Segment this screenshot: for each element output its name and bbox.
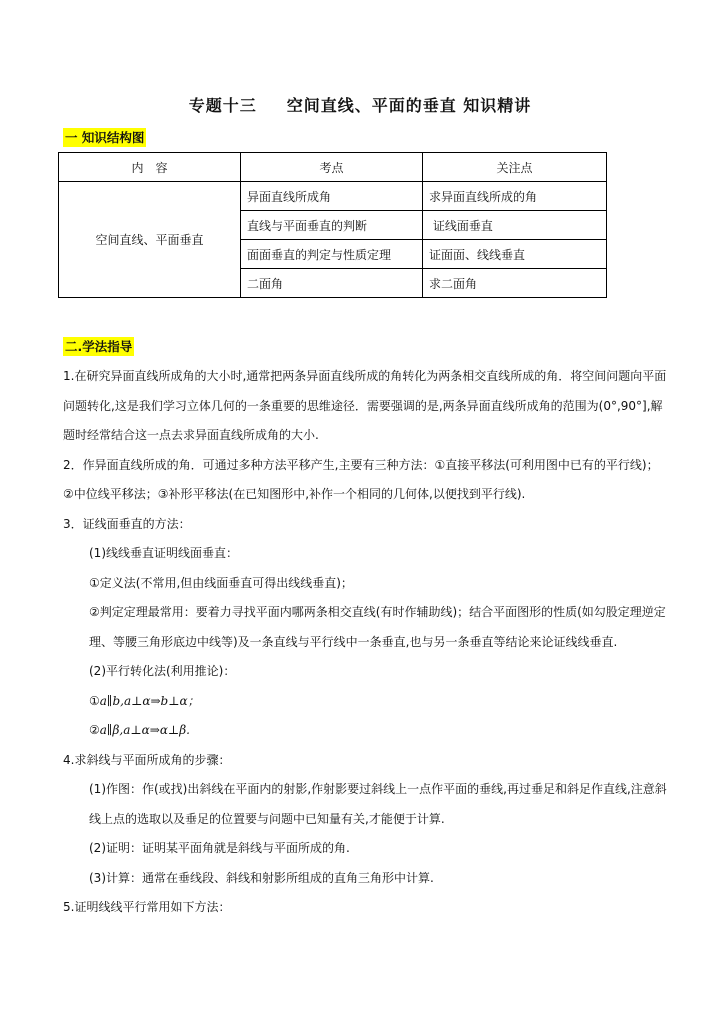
paragraph: 2．作异面直线所成的角．可通过多种方法平移产生,主要有三种方法：①直接平移法(可利用图中已有的平行线)；②中位线平移法；③补形平移法(在已知图形中,补作一个相同的几何体,以便找到平行线). (63, 457, 659, 501)
circled-number: ① (89, 693, 100, 708)
table-merged-cell: 空间直线、平面垂直 (59, 182, 241, 298)
paragraph: (1)线线垂直证明线面垂直： (89, 546, 238, 560)
circled-number: ② (89, 723, 100, 737)
section-heading-method: 二.学法指导 (65, 339, 133, 354)
table-cell: 求二面角 (423, 269, 607, 298)
table-header-cell: 考点 (241, 153, 423, 182)
knowledge-table (58, 152, 607, 298)
table-header-cell: 关注点 (423, 153, 607, 182)
paragraph: ①定义法(不常用,但由线面垂直可得出线线垂直)； (89, 575, 353, 590)
paragraph: ②判定定理最常用：要着力寻找平面内哪两条相交直线(有时作辅助线)；结合平面图形的性质(如勾股定理逆定理、等腰三角形底边中线等)及一条直线与平行线中一条垂直,也与另一条垂直等结论来论证线线垂直. (89, 605, 666, 649)
table-cell: 二面角 (241, 269, 423, 298)
paragraph: 4.求斜线与平面所成角的步骤： (63, 752, 231, 767)
table-header-cell: 内 容 (59, 153, 241, 182)
title-part2: 空间直线、平面的垂直 知识精讲 (286, 96, 532, 115)
paragraph: (1)作图：作(或找)出斜线在平面内的射影,作射影要过斜线上一点作平面的垂线,再过垂足和斜足作直线,注意斜线上点的选取以及垂足的位置要与问题中已知量有关,才能便于计算. (89, 782, 667, 826)
table-cell: 异面直线所成角 (241, 182, 423, 211)
section-heading-structure: 一 知识结构图 (65, 130, 145, 145)
paragraph: 3．证线面垂直的方法： (63, 516, 191, 531)
formula-line (63, 716, 667, 746)
formula-line (63, 687, 667, 717)
paragraph: (2)平行转化法(利用推论)： (89, 664, 236, 678)
paragraph: (2)证明：证明某平面角就是斜线与平面所成的角. (89, 841, 350, 855)
table-cell: 证面面、线线垂直 (423, 240, 607, 269)
paragraph: 1.在研究异面直线所成角的大小时,通常把两条异面直线所成的角转化为两条相交直线所成的角．将空间问题向平面问题转化,这是我们学习立体几何的一条重要的思维途径．需要强调的是,两条异面直线所成角的范围为(0°,90°],解题时经常结合这一点去求异面直线所成角的大小. (63, 369, 667, 442)
body-text (63, 362, 667, 923)
paragraph: (3)计算：通常在垂线段、斜线和射影所组成的直角三角形中计算. (89, 870, 434, 885)
table-row (59, 182, 607, 211)
table-header-row (59, 153, 607, 182)
table-cell: 证线面垂直 (423, 211, 607, 240)
formula: a∥b,a⊥α⇒b⊥α； (99, 693, 200, 708)
table-cell: 面面垂直的判定与性质定理 (241, 240, 423, 269)
title-part1: 专题十三 (188, 96, 257, 115)
formula: a∥β,a⊥α⇒α⊥β. (99, 723, 190, 737)
table-cell: 求异面直线所成的角 (423, 182, 607, 211)
paragraph: 5.证明线线平行常用如下方法： (63, 900, 231, 914)
page-title (0, 93, 720, 116)
table-cell: 直线与平面垂直的判断 (241, 211, 423, 240)
